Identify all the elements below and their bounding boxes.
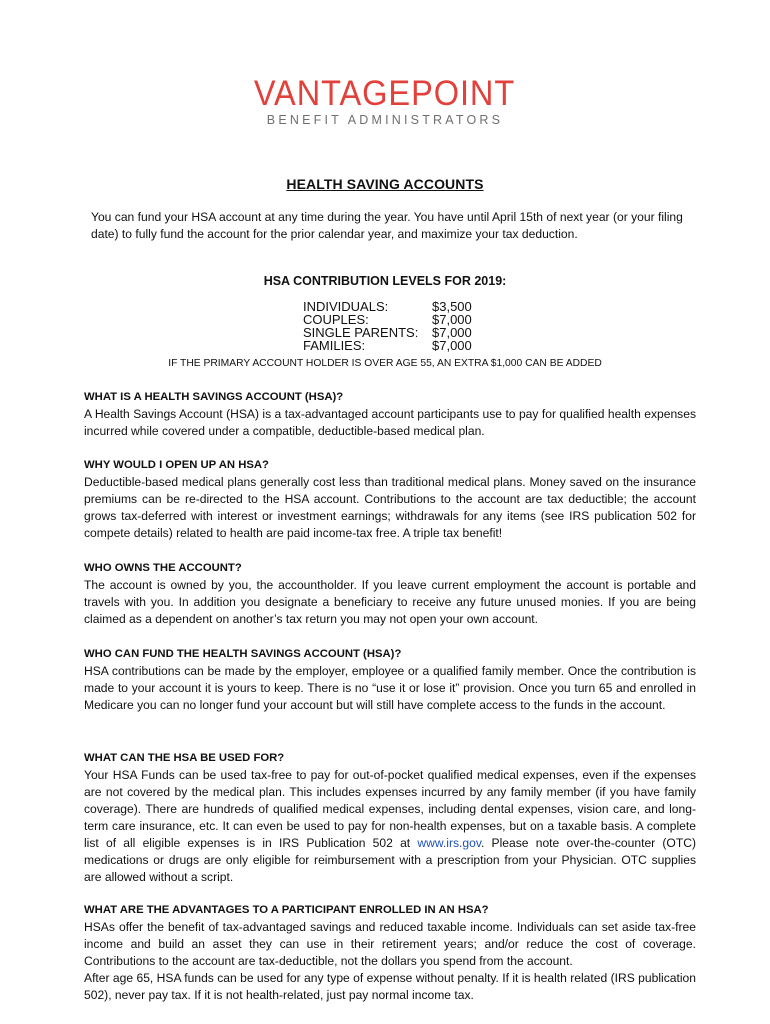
section-used-for [84,751,696,886]
section-body: The account is owned by you, the accountholder. If you leave current employment the account is portable and travels with you. In addition you designate a beneficiary to receive any future unused monies. If you are being claimed as a dependent on another’s tax return you may not open your own account. [84,578,696,626]
section-heading: WHY WOULD I OPEN UP AN HSA? [84,459,269,471]
level-row-families [303,339,472,352]
section-advantages [84,903,696,1004]
section-heading: WHAT IS A HEALTH SAVINGS ACCOUNT (HSA)? [84,391,344,403]
age-55-note: IF THE PRIMARY ACCOUNT HOLDER IS OVER AGE 55, AN EXTRA $1,000 CAN BE ADDED [168,358,602,369]
section-what-is-hsa [84,390,696,440]
section-who-owns [84,561,696,628]
section-why-open [84,458,696,542]
section-body: A Health Savings Account (HSA) is a tax-advantaged account participants use to pay for qualified health expenses incurred while covered under a compatible, deductible-based medical plan. [84,407,696,438]
section-heading: WHO OWNS THE ACCOUNT? [84,562,242,574]
logo-wordmark: VANTAGEPOINT [254,74,516,113]
level-amount: $7,000 [432,312,472,327]
company-logo [0,74,770,127]
level-amount: $7,000 [432,325,472,340]
page-title: HEALTH SAVING ACCOUNTS [286,176,484,192]
section-who-funds [84,647,696,714]
section-heading: WHAT ARE THE ADVANTAGES TO A PARTICIPANT ENROLLED IN AN HSA? [84,904,489,916]
section-heading: WHO CAN FUND THE HEALTH SAVINGS ACCOUNT (HSA)? [84,648,402,660]
section-heading: WHAT CAN THE HSA BE USED FOR? [84,752,285,764]
contribution-levels-table [303,300,472,352]
level-amount: $7,000 [432,338,472,353]
section-body: HSA contributions can be made by the employer, employee or a qualified family member. Once the contribution is made to your account it is yours to keep. There is no “use it or lose it” provision. Once you turn 65 and enrolled in Medicare you can no longer fund your account but will still have complete access to the funds in the account. [84,664,696,712]
irs-link[interactable]: www.irs.gov [417,836,481,850]
intro-paragraph: You can fund your HSA account at any time during the year. You have until April 15th of next year (or your filing date) to fully fund the account for the prior calendar year, and maximize your tax deduction. [91,210,683,241]
section-body: Deductible-based medical plans generally cost less than traditional medical plans. Money saved on the insurance premiums can be re-directed to the HSA account. Contributions to the account are tax deductible; the account grows tax-deferred with interest or investment earnings; withdrawals for any items (see IRS publication 502 for compete details) related to health are paid income-tax free. A triple tax benefit! [84,475,696,540]
section-body [84,767,696,886]
level-label: INDIVIDUALS: [303,299,389,314]
level-label: SINGLE PARENTS: [303,325,419,340]
contribution-levels-heading: HSA CONTRIBUTION LEVELS FOR 2019: [263,274,507,288]
level-amount: $3,500 [432,299,472,314]
level-label: FAMILIES: [303,338,366,353]
section-body-2: After age 65, HSA funds can be used for any type of expense without penalty. If it is health related (IRS publication 502), never pay tax. If it is not health-related, just pay normal income tax. [84,971,696,1002]
section-body: HSAs offer the benefit of tax-advantaged savings and reduced taxable income. Individuals can set aside tax-free income and build an asset they can use in their retirement years; and/or reduce the cost of coverage. Contributions to the account are tax-deductible, not the dollars you spend from the account. [84,920,696,968]
section-body-text: Your HSA Funds can be used tax-free to pay for out-of-pocket qualified medical expenses, even if the expenses are not covered by the medical plan. This includes expenses incurred by any family member (if you have family coverage). There are hundreds of qualified medical expenses, including dental expenses, vision care, and long-term care insurance, etc. It can even be used to pay for non-health expenses, but on a taxable basis. A complete list of all eligible expenses is in IRS Publication 502 at [84,768,696,850]
section-body-text: . Please note over-the-counter (OTC) medications or drugs are only eligible for reimbursement with a prescription from your Physician. OTC supplies are allowed without a script. [84,836,696,884]
level-label: COUPLES: [303,312,369,327]
logo-tagline: BENEFIT ADMINISTRATORS [266,113,504,127]
